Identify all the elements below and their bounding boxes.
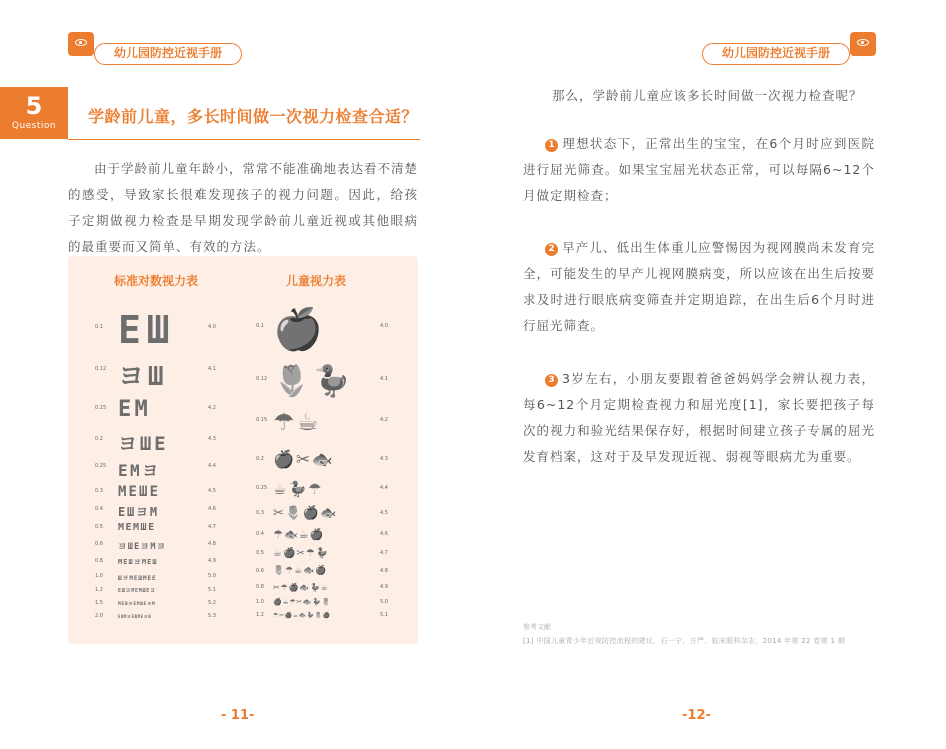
e-row-left-value: 0.6: [95, 541, 103, 548]
header-tab-left: [68, 32, 94, 56]
child-row: ☕🦆☂: [273, 480, 324, 498]
child-row-right-value: 4.0: [380, 323, 388, 329]
e-row-left-value: 0.15: [95, 405, 107, 411]
e-row-left-value: 0.2: [95, 435, 103, 442]
child-row-left-value: 0.1: [256, 323, 264, 329]
child-row-left-value: 0.15: [256, 417, 268, 423]
child-row: ☂✂🍎☕🐟🦆🌷🍎: [273, 612, 331, 619]
e-row-right-value: 5.0: [208, 573, 216, 579]
e-row-right-value: 5.3: [208, 613, 216, 619]
item-1: [523, 131, 875, 209]
child-row: 🍎✂🐟: [273, 450, 335, 470]
e-row-right-value: 4.9: [208, 557, 216, 564]
e-row-left-value: 0.4: [95, 506, 103, 512]
e-row-right-value: 5.1: [208, 586, 216, 593]
e-row-left-value: 0.5: [95, 524, 103, 530]
title-divider: [68, 139, 420, 140]
child-row-right-value: 4.8: [380, 567, 388, 574]
header-title-left: 幼儿园防控近视手册: [94, 43, 242, 65]
e-row-left-value: 1.5: [95, 600, 103, 607]
child-row-right-value: 4.5: [380, 509, 388, 516]
child-row-left-value: 0.12: [256, 376, 268, 382]
e-row-left-value: 2.0: [95, 613, 103, 619]
e-row-right-value: 4.1: [208, 366, 216, 372]
e-row-left-value: 0.1: [95, 324, 103, 330]
e-row: EШMヨEШMEヨШ: [118, 614, 152, 619]
header-title-right: 幼儿园防控近视手册: [702, 43, 850, 65]
e-row: ヨШEヨMヨ: [118, 542, 167, 552]
e-row: EШ: [118, 308, 176, 352]
e-row: EШヨMEMШEヨ: [118, 588, 156, 594]
child-row-left-value: 1.2: [256, 612, 264, 618]
child-row-left-value: 0.3: [256, 509, 264, 516]
e-row-left-value: 0.3: [95, 488, 103, 494]
e-row: EM: [118, 397, 152, 422]
e-row-right-value: 4.8: [208, 541, 216, 548]
e-row-right-value: 4.5: [208, 488, 216, 494]
question-label: Question: [11, 121, 57, 131]
e-row-right-value: 4.7: [208, 524, 216, 530]
eye-chart-figure: [68, 256, 418, 644]
child-chart-title: 儿童视力表: [286, 274, 347, 288]
eye-icon: [75, 39, 87, 46]
item-text-3: 3岁左右，小朋友要跟着爸爸妈妈学会辨认视力表，每6~12个月定期检查视力和屈光度[1]，家长要把孩子每次的视力和验光结果保存好，根据时间建立孩子专属的屈光发育档案，这对于及早发现近视、弱视等眼病尤为重要。: [523, 371, 875, 464]
item-number-3: 3: [545, 374, 558, 387]
child-row-right-value: 5.0: [380, 598, 388, 605]
child-row-left-value: 0.8: [256, 584, 264, 590]
child-row-right-value: 4.4: [380, 484, 388, 491]
e-row: ヨШ: [118, 362, 168, 392]
question-title: 学龄前儿童，多长时间做一次视力检查合适？: [88, 107, 419, 126]
e-row-left-value: 1.0: [95, 573, 103, 579]
child-row: 🍎: [273, 307, 327, 353]
child-row-left-value: 1.0: [256, 598, 264, 605]
e-row: MEШE: [118, 484, 161, 500]
e-row-right-value: 4.4: [208, 463, 216, 469]
intro-paragraph: 由于学龄前儿童年龄小，常常不能准确地表达看不清楚的感受，导致家长很难发现孩子的视力问题。因此，给孩子定期做视力检查是早期发现学龄前儿童近视或其他眼病的最重要而又简单、有效的方法。: [68, 161, 419, 254]
child-row-right-value: 4.9: [380, 584, 388, 590]
child-row-right-value: 4.6: [380, 530, 388, 537]
references-title: 参考文献: [523, 623, 551, 631]
child-row-left-value: 0.2: [256, 455, 264, 462]
child-row: ✂☂🍎🐟🦆☕: [273, 583, 329, 592]
e-row-right-value: 4.6: [208, 506, 216, 512]
child-row-right-value: 4.2: [380, 417, 388, 423]
child-row: 🌷☂☕🐟🍎: [273, 566, 328, 576]
e-row: MEШヨEMШEヨM: [118, 602, 156, 607]
e-row: MEШヨMEШ: [118, 558, 158, 566]
question-badge: [0, 87, 68, 139]
reference-1: [1] 中国儿童青少年近视防控流程的建议．石一宁，方严．临床眼科杂志，2014 年第 22 卷第 1 期: [523, 637, 846, 645]
page-number-left: - 11-: [221, 708, 255, 723]
e-row: EMヨ: [118, 461, 161, 480]
child-row-left-value: 0.4: [256, 530, 264, 537]
page-number-right: -12-: [682, 708, 711, 723]
child-row: ✂🌷🍎🐟: [273, 506, 338, 521]
standard-chart-title: 标准对数视力表: [114, 274, 199, 288]
item-2: [523, 235, 875, 339]
e-row: MEMШE: [118, 522, 156, 533]
item-number-1: 1: [545, 139, 558, 152]
child-row-right-value: 4.3: [380, 455, 388, 462]
e-row-right-value: 4.3: [208, 435, 216, 442]
child-row: 🌷🦆: [273, 364, 354, 399]
right-intro: 那么，学龄前儿童应该多长时间做一次视力检查呢？: [552, 88, 863, 103]
e-row-left-value: 1.2: [95, 586, 103, 593]
child-row-right-value: 4.7: [380, 550, 388, 556]
e-row-right-value: 5.2: [208, 600, 216, 607]
child-row-right-value: 5.1: [380, 612, 388, 618]
question-number: 5: [25, 92, 43, 120]
item-3: [523, 366, 875, 470]
e-row-right-value: 4.2: [208, 405, 216, 411]
child-row: ☂☕: [273, 408, 321, 436]
e-row-right-value: 4.0: [208, 324, 216, 330]
e-row: EШヨM: [118, 505, 159, 519]
eye-icon: [857, 39, 869, 46]
item-text-1: 理想状态下，正常出生的宝宝，在6个月时应到医院进行屈光筛查。如果宝宝屈光状态正常，可以每隔6~12个月做定期检查；: [523, 136, 875, 203]
e-row: ヨШE: [118, 433, 169, 455]
e-row: ШヨMEШMEE: [118, 575, 157, 582]
child-row-left-value: 0.6: [256, 567, 264, 574]
e-row-left-value: 0.12: [95, 366, 107, 372]
e-row-left-value: 0.25: [95, 463, 107, 469]
e-row-left-value: 0.8: [95, 557, 103, 564]
child-row-left-value: 0.5: [256, 550, 264, 556]
child-row-right-value: 4.1: [380, 376, 388, 382]
child-row-left-value: 0.25: [256, 484, 268, 491]
item-text-2: 早产儿、低出生体重儿应警惕因为视网膜尚未发育完全，可能发生的早产儿视网膜病变，所以应该在出生后按要求及时进行眼底病变筛查并定期追踪，在出生后6个月时进行屈光筛查。: [523, 240, 875, 333]
child-row: ☂🐟☕🍎: [273, 528, 325, 541]
child-row: 🍎☕☂✂🐟🦆🌷: [273, 598, 332, 606]
child-row: ☕🍎✂☂🦆: [273, 548, 330, 559]
header-tab-right: [850, 32, 876, 56]
item-number-2: 2: [545, 243, 558, 256]
